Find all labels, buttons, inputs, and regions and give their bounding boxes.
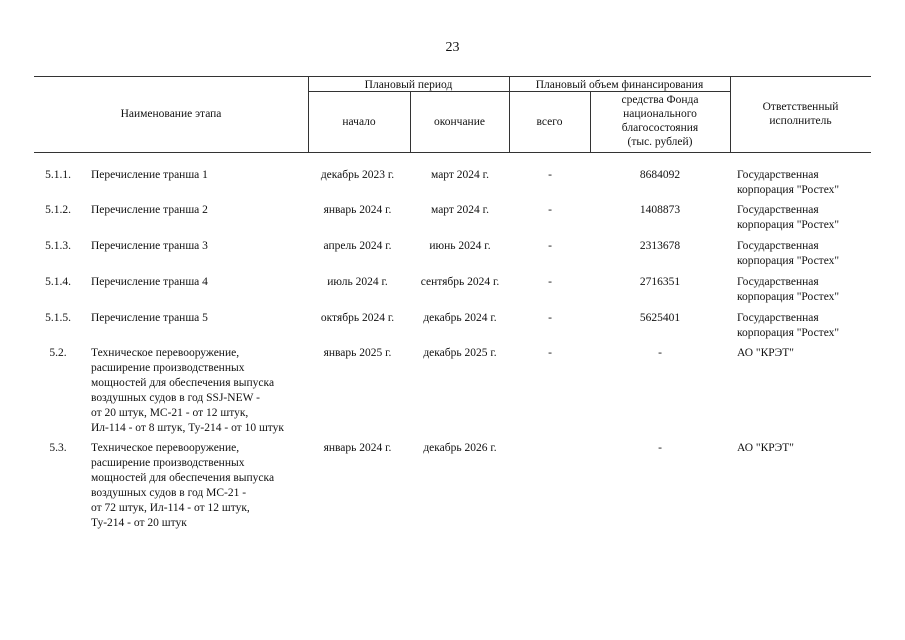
row-stage-name: Перечисление транша 2 [91,204,208,216]
row-executor: АО "КРЭТ" [737,347,794,359]
row-number: 5.3. [49,442,67,454]
row-fund: 8684092 [639,169,681,181]
row-fund: 2716351 [639,276,681,288]
header-total: всего [536,116,563,128]
row-end: март 2024 г. [431,169,489,181]
header-fund-line-1: средства Фонда [621,94,699,106]
row-total: - [548,169,552,181]
row-start: январь 2024 г. [323,204,392,216]
row-number: 5.1.3. [45,240,71,252]
row-fund: 1408873 [639,204,681,216]
row-start: январь 2025 г. [323,347,392,359]
row-stage-name: Перечисление транша 4 [91,276,208,288]
row-total: - [548,204,552,216]
row-fund: 5625401 [639,312,681,324]
header-executor-line-2: исполнитель [769,115,832,127]
row-end: декабрь 2025 г. [423,347,497,359]
row-start: декабрь 2023 г. [320,169,395,181]
row-fund: - [658,442,662,454]
row-end: июнь 2024 г. [429,240,491,252]
header-fund-line-2: национального [623,108,697,120]
row-number: 5.1.4. [45,276,71,288]
header-top-border [34,76,871,77]
row-executor: Государственная корпорация "Ростех" [737,169,840,196]
row-stage-name: Перечисление транша 3 [91,240,208,252]
row-start: октябрь 2024 г. [320,312,395,324]
header-planned-period: Плановый период [364,79,453,91]
header-fund-line-3: благосостояния [621,122,699,134]
header-executor-line-1: Ответственный [762,101,839,113]
header-stage-name: Наименование этапа [120,108,222,120]
row-total: - [548,240,552,252]
row-end: декабрь 2026 г. [423,442,497,454]
header-planned-financing: Плановый объем финансирования [535,79,704,91]
header-fund [590,93,730,149]
row-stage-name: Перечисление транша 1 [91,169,208,181]
row-executor: Государственная корпорация "Ростех" [737,204,840,231]
row-start: январь 2024 г. [323,442,392,454]
row-stage-name: Техническое перевооружение, расширение производственных мощностей для обеспечения выпуска воздушных судов в год SSJ-NEW - от 20 штук, МС-21 - от 12 штук, Ил-114 - от 8 штук, Ту-214 - от 10 штук [91,347,285,434]
row-executor: Государственная корпорация "Ростех" [737,240,840,267]
row-number: 5.2. [49,347,67,359]
row-start: июль 2024 г. [327,276,388,288]
row-total: - [548,347,552,359]
row-number: 5.1.2. [45,204,71,216]
header-fund-line-4: (тыс. рублей) [627,136,693,148]
row-number: 5.1.5. [45,312,71,324]
header-start: начало [342,116,376,128]
row-end: декабрь 2024 г. [423,312,497,324]
row-total: - [548,276,552,288]
page-number: 23 [445,40,460,55]
row-total: - [548,312,552,324]
row-executor: АО "КРЭТ" [737,442,794,454]
row-stage-name: Техническое перевооружение, расширение производственных мощностей для обеспечения выпуска воздушных судов в год МС-21 - от 72 штук, Ил-114 - от 12 штук, Ту-214 - от 20 штук [91,442,275,529]
row-stage-name: Перечисление транша 5 [91,312,208,324]
row-end: сентябрь 2024 г. [420,276,500,288]
row-number: 5.1.1. [45,169,71,181]
row-executor: Государственная корпорация "Ростех" [737,312,840,339]
row-end: март 2024 г. [431,204,489,216]
header-bottom-border [34,152,871,153]
row-start: апрель 2024 г. [323,240,392,252]
row-executor: Государственная корпорация "Ростех" [737,276,840,303]
row-fund: - [658,347,662,359]
row-fund: 2313678 [639,240,681,252]
header-end: окончание [434,116,485,128]
header-executor [730,100,871,128]
